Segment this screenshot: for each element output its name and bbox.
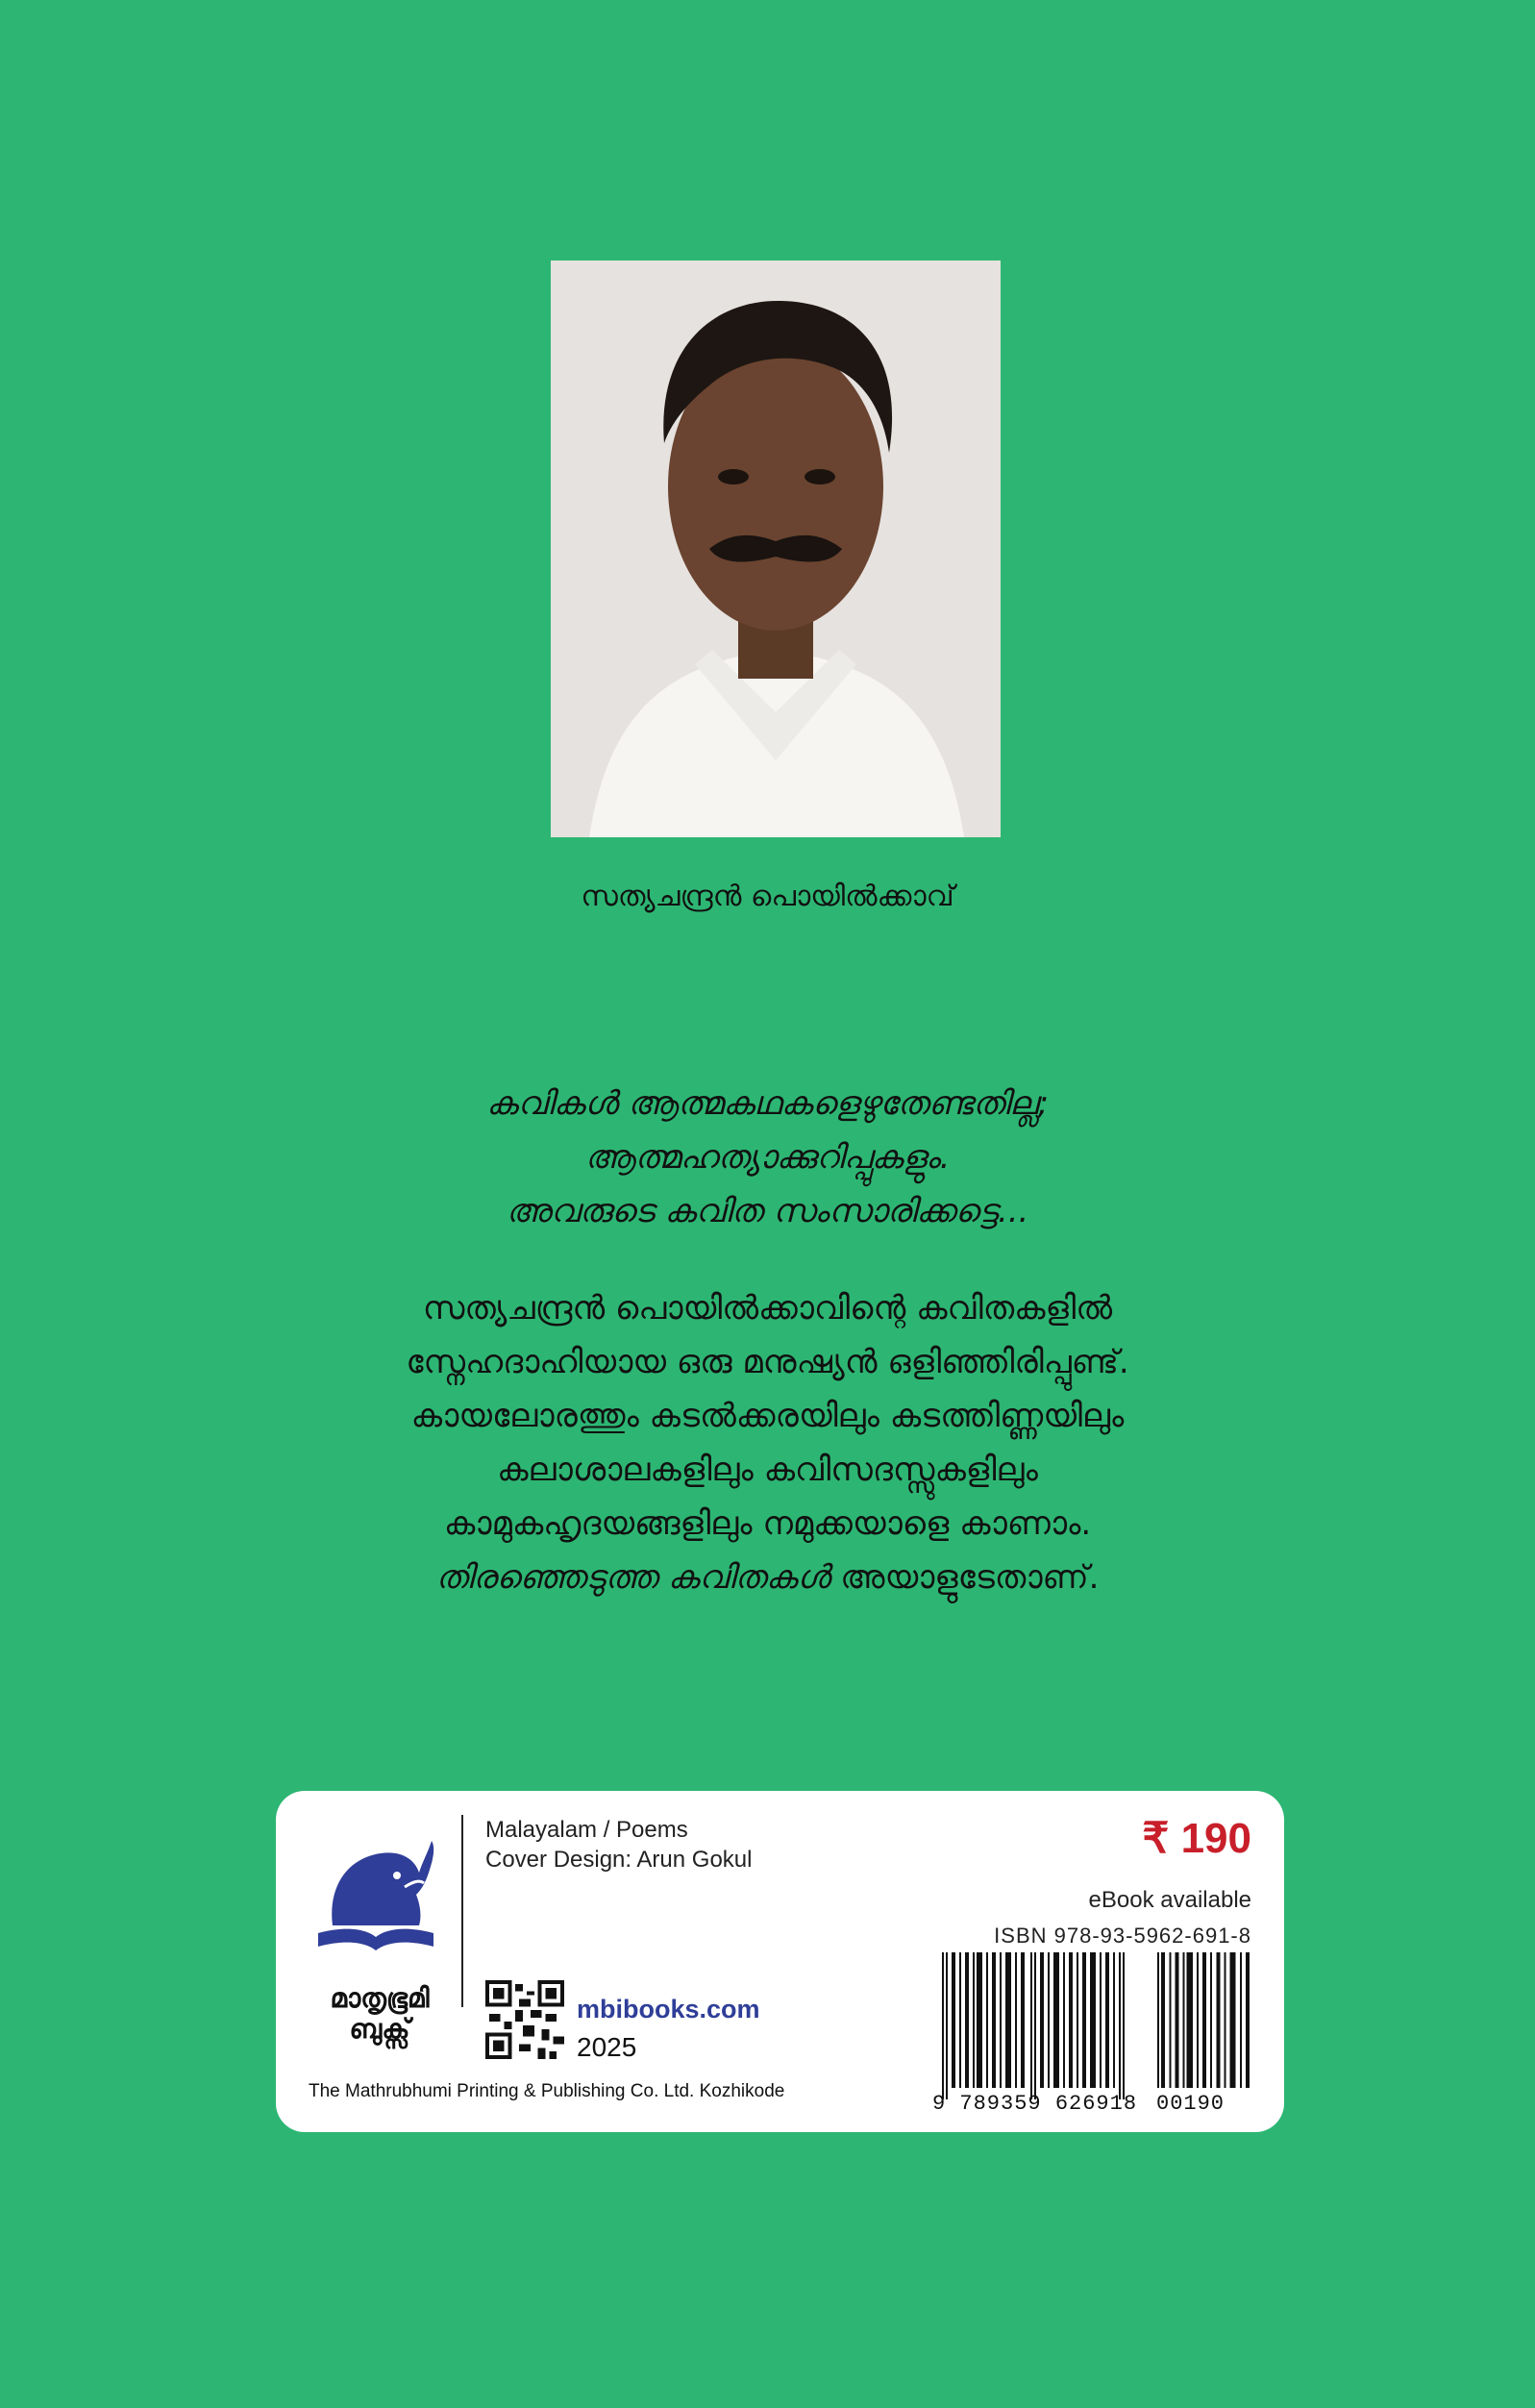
author-photo <box>551 261 1001 837</box>
logo-text-line1: മാതൃഭൂമി <box>330 1982 430 2014</box>
epigraph-line: കവികൾ ആത്മകഥകളെഴുതേണ്ടതില്ല; <box>486 1084 1049 1123</box>
author-name: സത്യചന്ദ്രൻ പൊയിൽക്കാവ് <box>581 880 954 913</box>
book-meta <box>485 1815 752 1874</box>
panel-divider <box>461 1815 463 2007</box>
genre-label: Malayalam / Poems <box>485 1817 688 1843</box>
epigraph <box>0 1077 1535 1238</box>
isbn-number: ISBN 978-93-5962-691-8 <box>994 1924 1251 1948</box>
book-title-inline: തിരഞ്ഞെടുത്ത കവിതകൾ <box>435 1558 830 1597</box>
price-code-digits: 00190 <box>1156 2092 1226 2116</box>
barcode-digits: 9 789359 626918 <box>932 2092 1138 2116</box>
publisher-logo-text <box>303 1983 457 2045</box>
book-blurb <box>0 1281 1535 1604</box>
blurb-line: കാമുകഹൃദയങ്ങളിലും നമുക്കയാളെ കാണാം. <box>443 1504 1092 1543</box>
blurb-line: കലാശാലകളിലും കവിസദസ്സുകളിലും <box>497 1451 1038 1489</box>
publisher-info-panel <box>276 1791 1284 2132</box>
elephant-book-logo-icon <box>309 1829 443 1964</box>
ebook-availability: eBook available <box>1088 1887 1251 1913</box>
epigraph-line: അവരുടെ കവിത സംസാരിക്കട്ടെ... <box>506 1192 1029 1230</box>
isbn-barcode-icon <box>942 1952 1125 2099</box>
author-portrait-image <box>551 261 1001 837</box>
publication-year: 2025 <box>577 2032 637 2062</box>
logo-text-line2: ബുക്സ് <box>349 2013 410 2045</box>
blurb-line-last <box>0 1551 1535 1604</box>
blurb-tail: അയാളുടേതാണ്. <box>829 1558 1100 1597</box>
publisher-full-name: The Mathrubhumi Printing & Publishing Co. Ltd. Kozhikode <box>309 2081 785 2101</box>
blurb-line: കായലോരത്തും കടൽക്കരയിലും കടത്തിണ്ണയിലും <box>410 1397 1125 1435</box>
qr-code-icon <box>485 1980 564 2059</box>
book-price: ₹ 190 <box>1142 1815 1251 1862</box>
price-barcode-icon <box>1157 1952 1251 2099</box>
blurb-line: സത്യചന്ദ്രൻ പൊയിൽക്കാവിന്റെ കവിതകളിൽ <box>422 1289 1113 1328</box>
blurb-line: സ്നേഹദാഹിയായ ഒരു മനുഷ്യൻ ഒളിഞ്ഞിരിപ്പുണ്ട്. <box>406 1343 1129 1381</box>
publisher-website-link[interactable]: mbibooks.com <box>577 1995 760 2023</box>
cover-design-credit: Cover Design: Arun Gokul <box>485 1847 753 1873</box>
epigraph-line: ആത്മഹത്യാക്കുറിപ്പുകളും. <box>584 1138 951 1177</box>
